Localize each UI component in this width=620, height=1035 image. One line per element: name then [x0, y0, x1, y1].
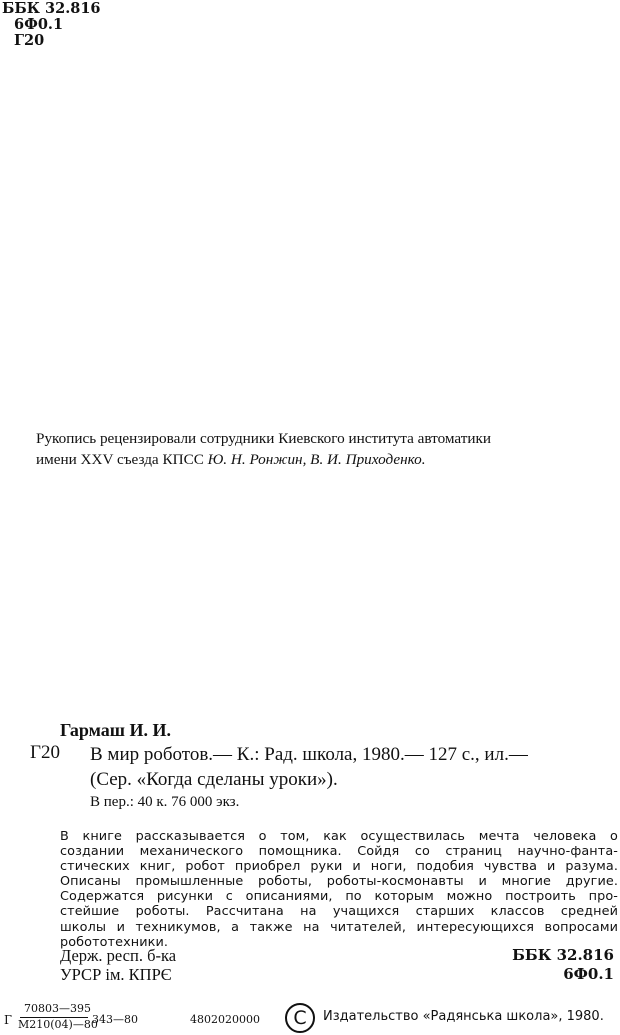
reviewers-line-2 — [36, 449, 616, 470]
bbk-repeat-line-2: 6Ф0.1 — [563, 965, 614, 983]
bbk-repeat — [512, 946, 614, 984]
annotation — [60, 829, 618, 950]
biblio-line-1: В мир роботов.— К.: Рад. школа, 1980.— 127 с., ил.— — [90, 744, 528, 765]
author-name: Гармаш И. И. — [60, 720, 171, 740]
bbk-repeat-line-1: ББК 32.816 — [512, 946, 614, 964]
annotation-line: В книге рассказывается о том, как осуществилась мечта человека о — [60, 829, 618, 844]
udk-code: 6Ф0.1 — [14, 16, 64, 33]
library-line-1: Держ. респ. б-ка — [60, 946, 177, 965]
annotation-line: робототехники. — [60, 934, 169, 950]
fraction-pages: 343—80 — [92, 1013, 138, 1026]
annotation-line: Описаны промышленные роботы, роботы-космонавты и многие другие. — [60, 874, 618, 890]
copyright-icon: C — [285, 1003, 315, 1033]
reviewers-names: Ю. Н. Ронжин, В. И. Приходенко. — [207, 451, 426, 468]
annotation-line: стейшие роботы. Рассчитана на учащихся старших классов средней — [60, 904, 618, 920]
classification-code — [2, 1, 101, 49]
library-line-2: УРСР ім. КПРЄ — [60, 965, 172, 984]
annotation-line: создании механического помощника. Сойдя со страниц научно-фанта- — [60, 844, 618, 860]
price-and-run: В пер.: 40 к. 76 000 экз. — [90, 794, 240, 810]
annotation-line: школы и техникумов, а также на читателей, интересующихся вопросами — [60, 919, 618, 935]
fraction-letter: Г — [4, 1013, 12, 1027]
annotation-line: стических книг, робот приобрел руки и ноги, подобия чувства и разума. — [60, 859, 618, 875]
copyright-line — [285, 1003, 615, 1033]
fraction-numerator: 70803—395 — [24, 1002, 91, 1015]
copyright-text: Издательство «Радянська школа», 1980. — [323, 1009, 604, 1024]
biblio-line-2: (Сер. «Когда сделаны уроки»). — [90, 769, 338, 790]
reviewers-note — [36, 428, 616, 470]
fraction-denominator: М210(04)—80 — [18, 1018, 98, 1031]
annotation-line: Содержатся рисунки с описаниями, по которым можно построить про- — [60, 889, 618, 905]
reviewers-line-1: Рукопись рецензировали сотрудники Киевского института автоматики — [36, 430, 492, 447]
reviewers-prefix: имени XXV съезда КПСС — [36, 451, 208, 468]
bbk-code: ББК 32.816 — [2, 0, 101, 17]
catalog-code: Г20 — [30, 742, 60, 763]
bibliographic-description — [90, 742, 528, 792]
isbn-number: 4802020000 — [190, 1013, 260, 1026]
library-stamp — [60, 946, 176, 984]
author-mark: Г20 — [14, 32, 45, 49]
